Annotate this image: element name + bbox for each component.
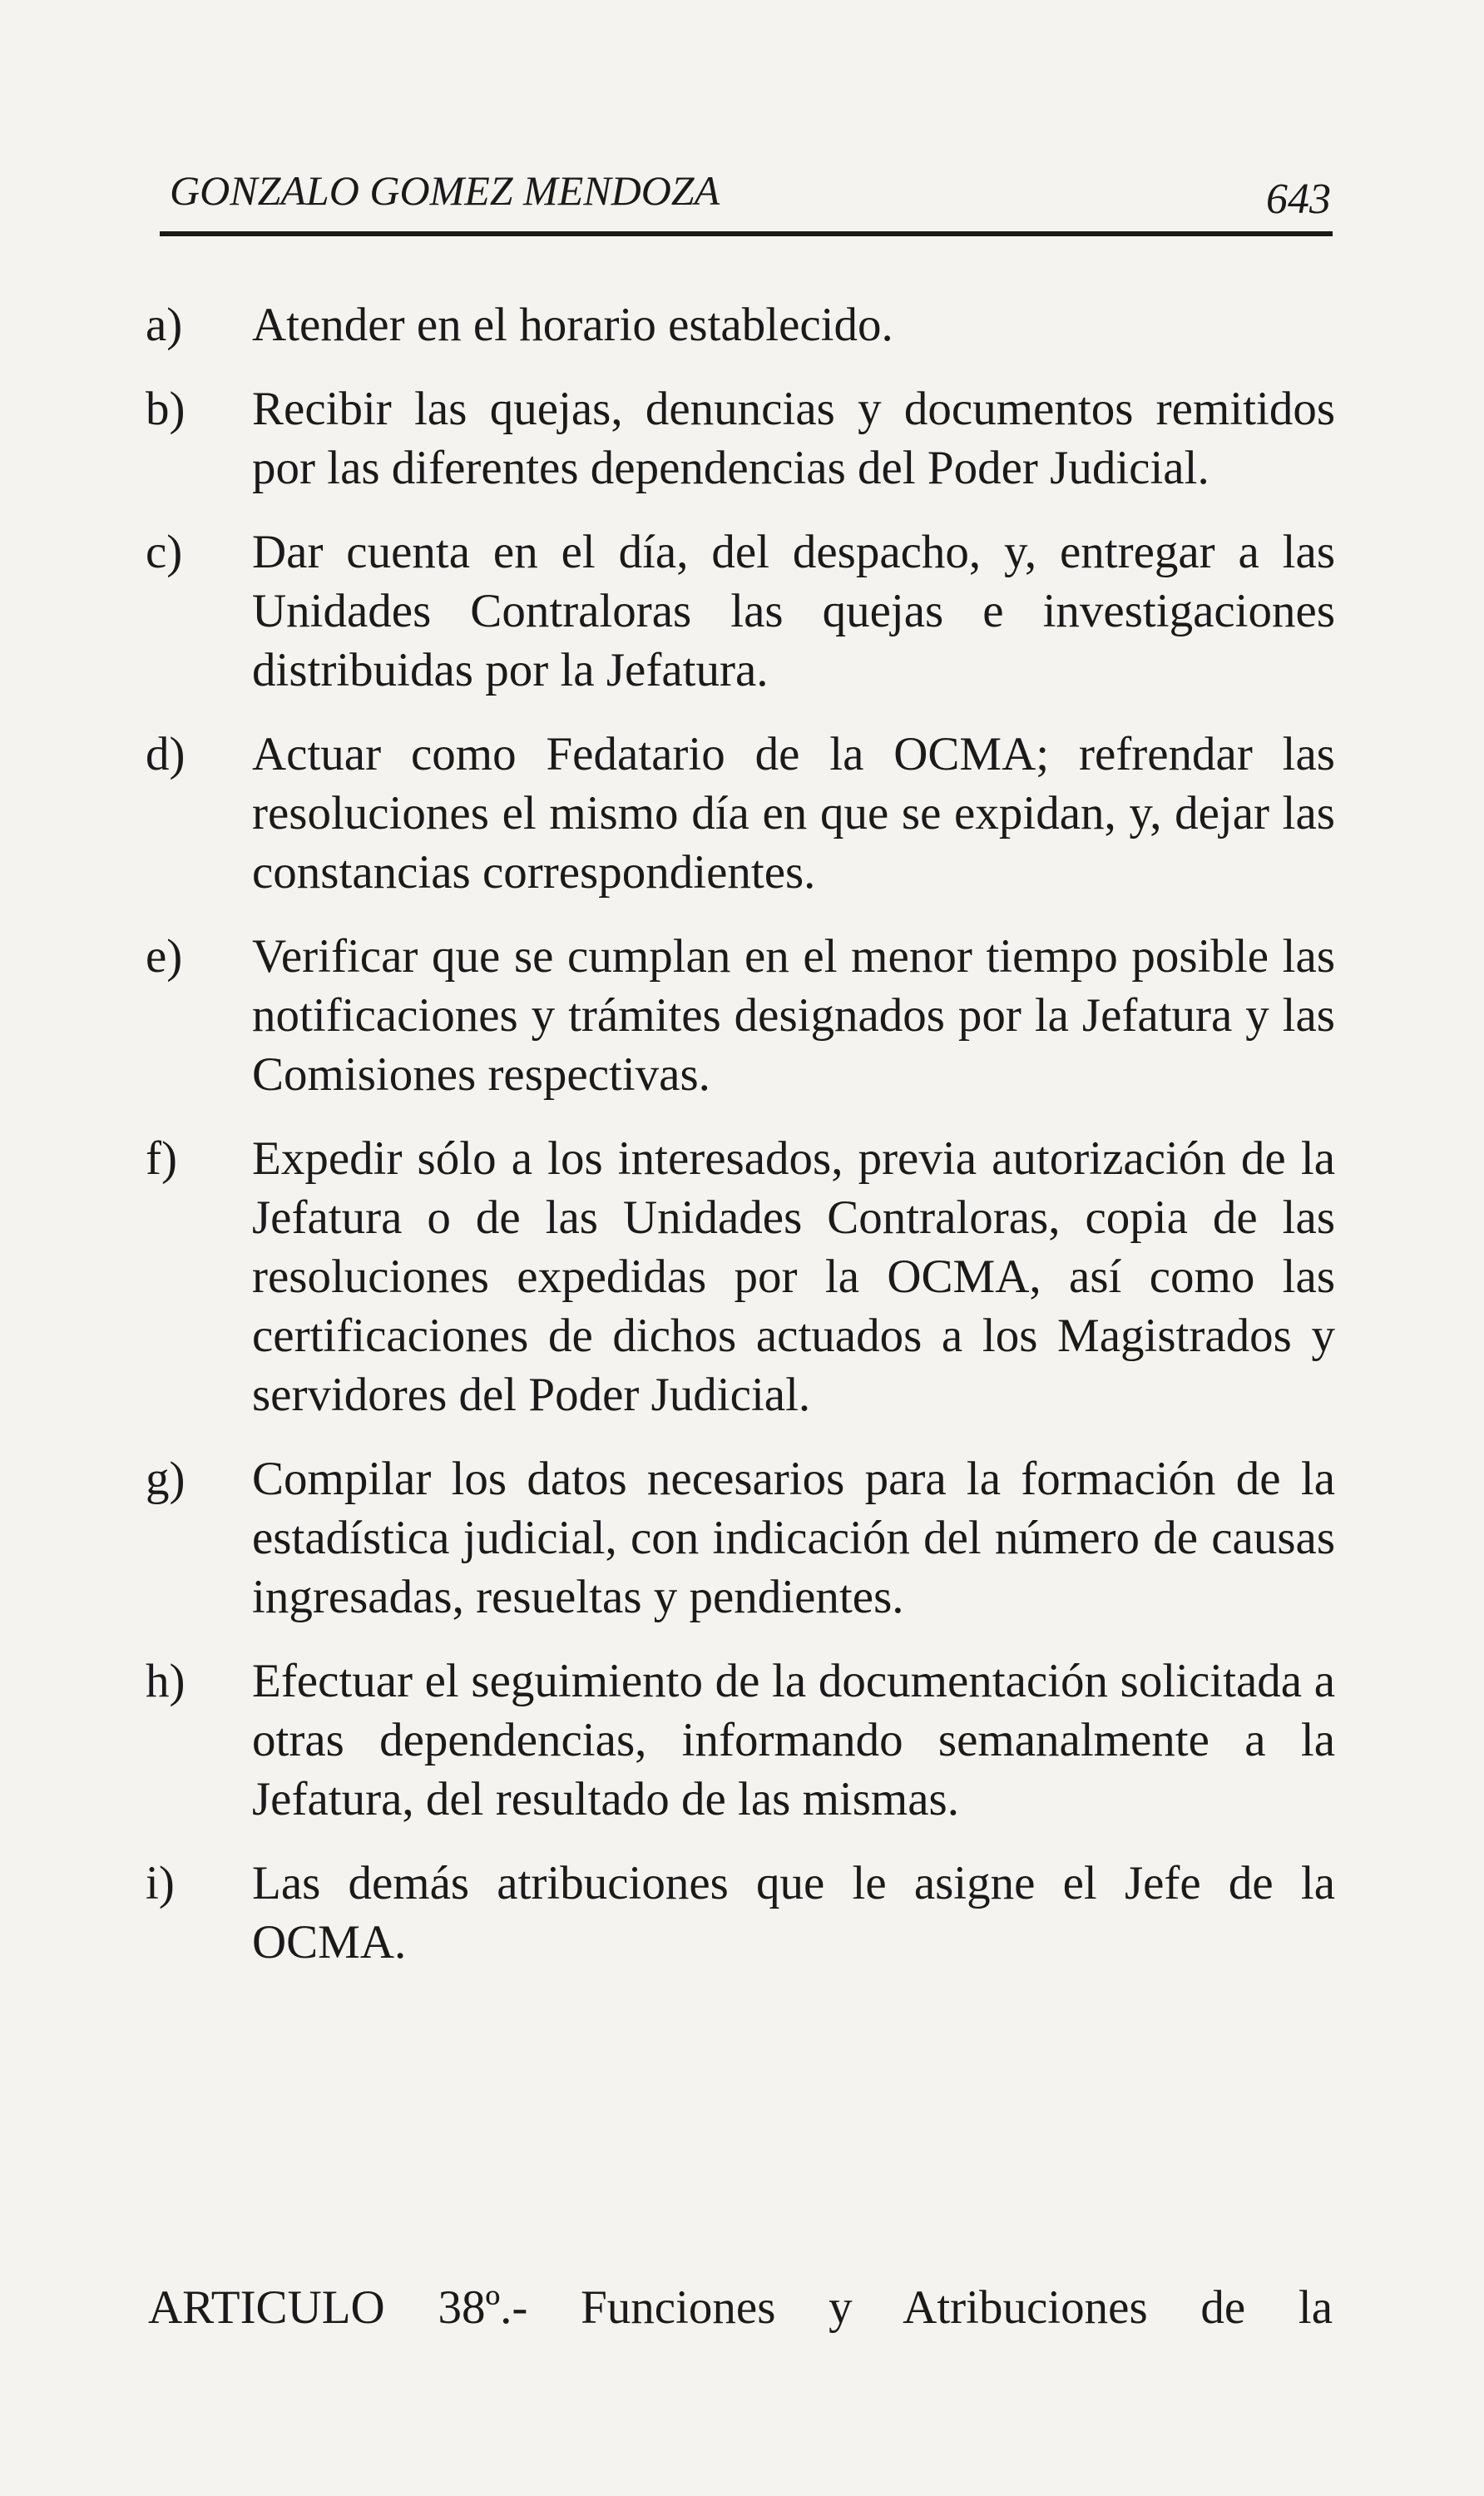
item-text: Dar cuenta en el día, del despacho, y, entregar a las Unidades Contraloras las quejas e investigaciones distribuidas por la Jefatura. [252,526,1335,696]
item-letter: e) [146,930,183,983]
list-item [146,1652,1335,1829]
page-header [160,160,1333,236]
list-item [146,1854,1335,1972]
item-letter: a) [146,299,183,351]
item-letter: i) [146,1857,175,1909]
attributions-list [146,295,1335,1997]
item-letter: c) [146,526,183,578]
list-item [146,927,1335,1104]
list-item [146,295,1335,354]
list-item [146,379,1335,498]
item-text: Recibir las quejas, denuncias y documentos remitidos por las diferentes dependencias del Poder Judicial. [252,383,1335,494]
item-text: Efectuar el seguimiento de la documentación solicitada a otras dependencias, informando semanalmente a la Jefatura, del resultado de las mismas. [252,1655,1335,1825]
running-head-author: GONZALO GOMEZ MENDOZA [170,167,720,214]
item-text: Actuar como Fedatario de la OCMA; refrendar las resoluciones el mismo día en que se expidan, y, dejar las constancias correspondientes. [252,728,1335,899]
item-letter: f) [146,1132,177,1185]
list-item [146,522,1335,700]
item-text: Expedir sólo a los interesados, previa autorización de la Jefatura o de las Unidades Contraloras, copia de las resoluciones expedidas por la OCMA, así como las certificaciones de dichos actuados a los Magistrados y servidores del Poder Judicial. [252,1132,1335,1421]
item-letter: g) [146,1453,186,1505]
list-item [146,1129,1335,1424]
list-item [146,725,1335,902]
item-text: Compilar los datos necesarios para la formación de la estadística judicial, con indicación del número de causas ingresadas, resueltas y pendientes. [252,1453,1335,1623]
item-text: Atender en el horario establecido. [252,299,893,351]
list-item [146,1449,1335,1627]
item-text: Las demás atribuciones que le asigne el Jefe de la OCMA. [252,1857,1335,1969]
item-letter: h) [146,1655,186,1707]
item-letter: d) [146,728,186,780]
article-heading: ARTICULO 38º.- Funciones y Atribuciones de la [148,2281,1333,2334]
page-number: 643 [1266,176,1331,223]
item-letter: b) [146,383,186,435]
item-text: Verificar que se cumplan en el menor tiempo posible las notificaciones y trámites designados por la Jefatura y las Comisiones respectivas. [252,930,1335,1101]
